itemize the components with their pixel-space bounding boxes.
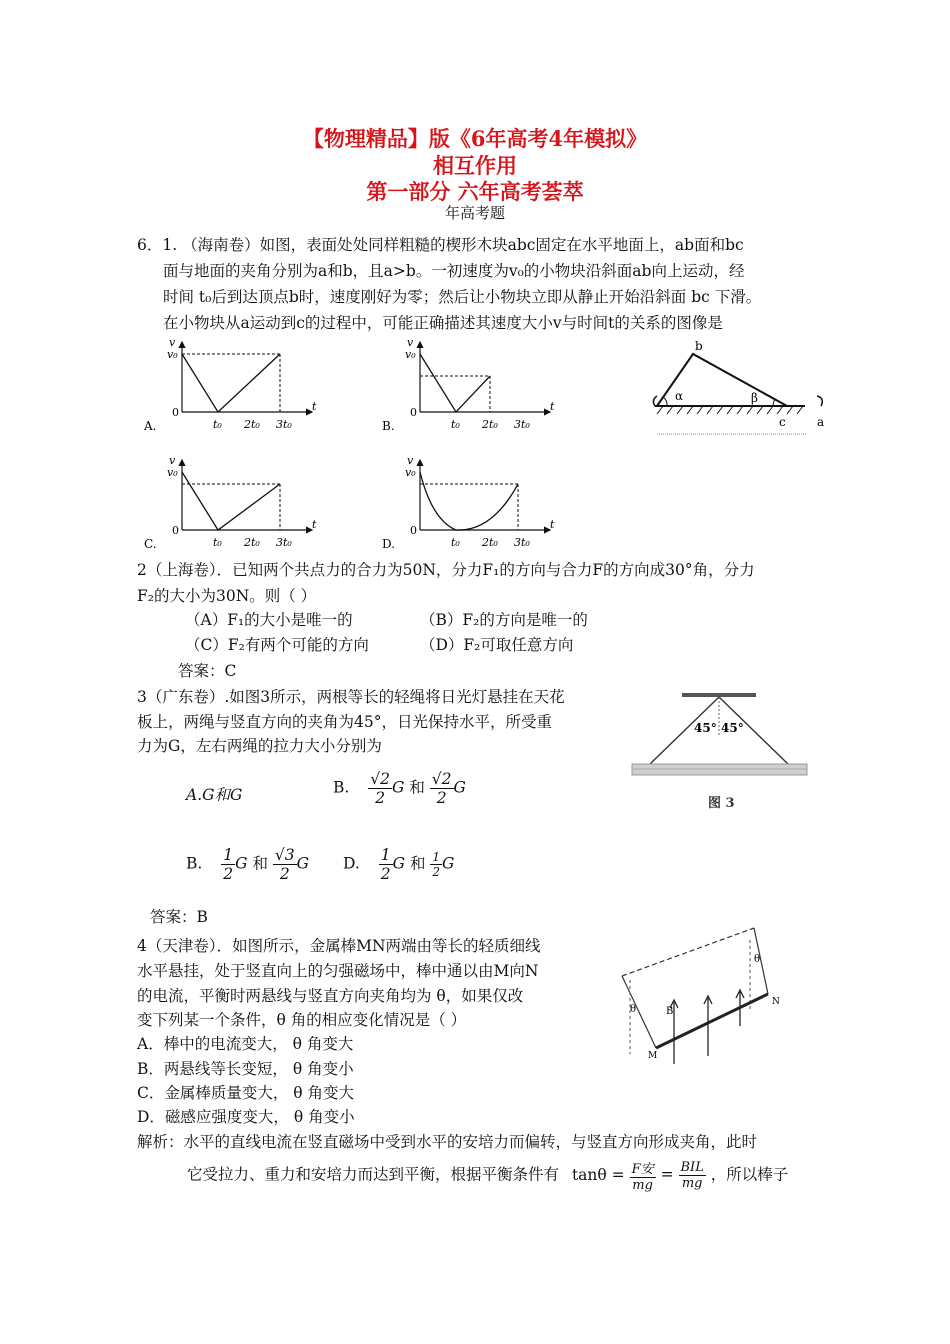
tick-3t0: 3t₀ <box>276 418 292 431</box>
q3-option-a: A.G和G <box>186 786 243 804</box>
svg-text:v: v <box>169 454 176 467</box>
doc-title: 【物理精品】版《6年高考4年模拟》 <box>302 126 648 151</box>
svg-text:2t₀: 2t₀ <box>244 536 260 549</box>
v0-label: v₀ <box>167 348 178 361</box>
q3-option-b: B. $\frac{√2}{2}$ G 和 $\frac{√2}{2}$ G <box>333 770 466 807</box>
q3-line-2: 板上，两绳与竖直方向的夹角为45°，日光保持水平，所受重 <box>137 713 552 731</box>
v-axis-label: v <box>169 336 176 349</box>
q4-line-1: 4（天津卷）．如图所示，金属棒MN两端由等长的轻质细线 <box>137 937 541 955</box>
q4-analysis-2: 它受拉力、重力和安培力而达到平衡，根据平衡条件有 tanθ = $\frac{\text{F安}}{mg}$ = $\frac{\text{BIL}}{mg}$ ，所以棒子 <box>187 1160 789 1193</box>
svg-text:t₀: t₀ <box>451 418 460 431</box>
angle-right-label: 45° <box>721 721 744 735</box>
svg-text:v: v <box>407 336 414 349</box>
q3-line-3: 力为G，左右两绳的拉力大小分别为 <box>137 737 382 755</box>
svg-text:2t₀: 2t₀ <box>482 418 498 431</box>
q4-line-4: 变下列某一个条件，θ 角的相应变化情况是（ ） <box>137 1011 467 1029</box>
option-d-label: D. <box>382 537 396 551</box>
wedge-vertex-c: c <box>779 415 786 429</box>
svg-text:t₀: t₀ <box>451 536 460 549</box>
svg-text:2t₀: 2t₀ <box>482 536 498 549</box>
q4-line-3: 的电流，平衡时两悬线与竖直方向夹角均为 θ，如果仅改 <box>137 987 524 1005</box>
theta-right-label: θ <box>754 954 761 965</box>
q1-line-3: 时间 t₀后到达顶点b时，速度刚好为零；然后让小物块立即从静止开始沿斜面 bc 下滑。 <box>163 288 762 306</box>
q3-line-1: 3（广东卷）.如图3所示，两根等长的轻绳将日光灯悬挂在天花 <box>137 688 565 706</box>
q4-rod-figure <box>612 922 792 1072</box>
svg-text:t: t <box>550 400 555 413</box>
svg-text:0: 0 <box>410 524 417 537</box>
q1-line-4: 在小物块从a运动到c的过程中，可能正确描述其速度大小v与时间t的关系的图像是 <box>163 314 723 332</box>
svg-text:3t₀: 3t₀ <box>514 536 530 549</box>
tick-2t0: 2t₀ <box>244 418 260 431</box>
svg-text:t: t <box>550 518 555 531</box>
svg-text:v₀: v₀ <box>167 466 178 479</box>
q4-option-b: B．两悬线等长变短， θ 角变小 <box>137 1060 354 1078</box>
svg-text:v: v <box>407 454 414 467</box>
origin-label: 0 <box>172 406 179 419</box>
q3-answer: 答案：B <box>150 908 208 926</box>
svg-text:v₀: v₀ <box>405 348 416 361</box>
q4-option-c: C．金属棒质量变大， θ 角变大 <box>137 1084 355 1102</box>
svg-text:3t₀: 3t₀ <box>514 418 530 431</box>
q3-option-d: D. $\frac{1}{2}$ G 和 $\frac{1}{2}$ G <box>343 846 455 883</box>
q4-analysis-1: 解析：水平的直线电流在竖直磁场中受到水平的安培力而偏转，与竖直方向形成夹角，此时 <box>137 1133 758 1151</box>
graph-a <box>143 336 317 433</box>
q2-line-2: F₂的大小为30N。则（ ） <box>137 587 317 605</box>
option-b-label: B. <box>382 419 395 433</box>
q4-option-a: A．棒中的电流变大， θ 角变大 <box>137 1035 354 1053</box>
graph-d <box>382 454 555 551</box>
tick-t0: t₀ <box>213 418 222 431</box>
q4-line-2: 水平悬挂，处于竖直向上的匀强磁场中，棒中通以由M向N <box>137 962 539 980</box>
theta-left-label: θ <box>630 1004 637 1015</box>
q1-vt-graphs <box>130 336 630 561</box>
q2-option-d: （D）F₂可取任意方向 <box>420 636 574 654</box>
svg-text:0: 0 <box>410 406 417 419</box>
section-subtitle: 年高考题 <box>444 204 505 222</box>
q2-line-1: 2（上海卷）．已知两个共点力的合力为50N，分力F₁的方向与合力F的方向成30°角，分力 <box>137 561 755 579</box>
wedge-vertex-b: b <box>695 339 703 353</box>
q1-line-1: 6．1. （海南卷）如图，表面处处同样粗糙的楔形木块abc固定在水平地面上，ab面和bc <box>137 236 744 254</box>
svg-text:t: t <box>312 518 317 531</box>
svg-text:v₀: v₀ <box>405 466 416 479</box>
option-a-label: A. <box>144 419 157 433</box>
q2-option-c: （C）F₂有两个可能的方向 <box>185 636 369 654</box>
graph-c <box>144 454 317 551</box>
q2-answer: 答案：C <box>178 662 237 680</box>
svg-text:0: 0 <box>172 524 179 537</box>
option-c-label: C. <box>144 537 157 551</box>
chapter-title: 相互作用 <box>433 153 517 178</box>
part-title: 第一部分 六年高考荟萃 <box>366 179 584 204</box>
svg-text:3t₀: 3t₀ <box>276 536 292 549</box>
wedge-vertex-a: a <box>817 415 825 429</box>
rod-end-n-label: N <box>772 997 780 1007</box>
q2-option-b: （B）F₂的方向是唯一的 <box>420 611 588 629</box>
angle-left-label: 45° <box>694 721 717 735</box>
q3-option-c: B. $\frac{1}{2}$ G 和 $\frac{√3}{2}$ G <box>186 846 310 883</box>
q1-wedge-figure <box>645 336 945 446</box>
t-axis-label: t <box>312 400 317 413</box>
svg-text:t₀: t₀ <box>213 536 222 549</box>
q3-lamp-figure <box>620 682 820 812</box>
field-b-label: B <box>666 1006 674 1017</box>
wedge-angle-alpha: α <box>675 389 684 403</box>
wedge-angle-beta: β <box>751 391 758 405</box>
q1-line-2: 面与地面的夹角分别为a和b，且a>b。一初速度为v₀的小物块沿斜面ab向上运动，经 <box>163 262 745 280</box>
q2-option-a: （A）F₁的大小是唯一的 <box>185 611 353 629</box>
rod-end-m-label: M <box>648 1051 658 1061</box>
graph-b <box>382 336 555 433</box>
figure-caption: 图 3 <box>708 796 735 811</box>
q4-option-d: D．磁感应强度变大， θ 角变小 <box>137 1108 355 1126</box>
